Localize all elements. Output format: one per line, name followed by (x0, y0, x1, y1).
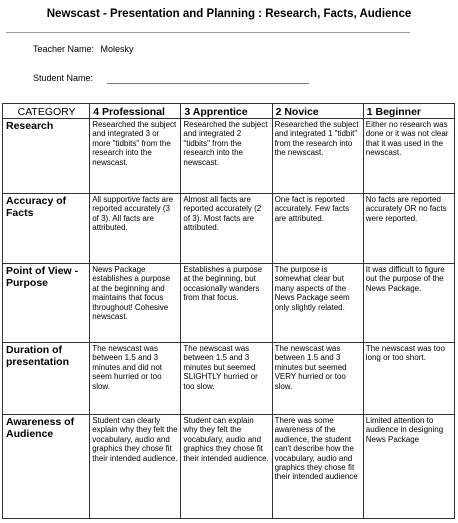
table-row (3, 194, 455, 264)
rubric-cell: The newscast was between 1.5 and 3 minutes but seemed SLIGHTLY hurried or too slow. (181, 343, 272, 415)
header-category: CATEGORY (3, 104, 90, 119)
header-apprentice: 3 Apprentice (181, 104, 272, 119)
rubric-cell: Establishes a purpose at the beginning, but occasionally wanders from that focus. (181, 264, 272, 343)
student-name-line (107, 83, 309, 84)
table-row (3, 343, 455, 415)
rubric-cell: One fact is reported accurately. Few facts are attributed. (272, 194, 363, 264)
rubric-cell: News Package establishes a purpose at the beginning and maintains that focus throughout! Cohesive newscast. (90, 264, 181, 343)
student-name-row (33, 73, 100, 83)
title-divider (6, 32, 410, 33)
rubric-cell: Either no research was done or it was not clear that it was used in the newscast. (363, 119, 454, 194)
category-cell: Point of View - Purpose (3, 264, 90, 343)
rubric-cell: No facts are reported accurately OR no facts were reported. (363, 194, 454, 264)
rubric-cell: The newscast was too long or too short. (363, 343, 454, 415)
category-cell: Duration of presentation (3, 343, 90, 415)
rubric-table (2, 103, 455, 519)
rubric-cell: The newscast was between 1.5 and 3 minutes but seemed VERY hurried or too slow. (272, 343, 363, 415)
rubric-cell: Student can clearly explain why they felt the vocabulary, audio and graphics they chose fit their intended audience. (90, 415, 181, 519)
student-name-label: Student Name: (33, 73, 94, 83)
rubric-cell: Researched the subject and integrated 2 "tidbits" from the research into the newscast. (181, 119, 272, 194)
rubric-cell: Limited attention to audience in designing News Package (363, 415, 454, 519)
table-row (3, 264, 455, 343)
rubric-cell: Researched the subject and integrated 3 or more "tidbits" from the research into the newscast. (90, 119, 181, 194)
table-row (3, 119, 455, 194)
category-cell: Research (3, 119, 90, 194)
header-beginner: 1 Beginner (363, 104, 454, 119)
category-cell: Awareness of Audience (3, 415, 90, 519)
teacher-name-value: Molesky (100, 44, 134, 54)
header-professional: 4 Professional (90, 104, 181, 119)
teacher-name-row (33, 44, 134, 54)
rubric-cell: Researched the subject and integrated 1 "tidbit" from the research into the newscast. (272, 119, 363, 194)
rubric-cell: The newscast was between 1.5 and 3 minutes and did not seem hurried or too slow. (90, 343, 181, 415)
table-row (3, 415, 455, 519)
page-title: Newscast - Presentation and Planning : Research, Facts, Audience (46, 8, 412, 20)
rubric-cell: Almost all facts are reported accurately (2 of 3). Most facts are attributed. (181, 194, 272, 264)
teacher-name-label: Teacher Name: (33, 44, 95, 54)
category-cell: Accuracy of Facts (3, 194, 90, 264)
header-novice: 2 Novice (272, 104, 363, 119)
rubric-cell: All supportive facts are reported accurately (3 of 3). All facts are attributed. (90, 194, 181, 264)
rubric-cell: It was difficult to figure out the purpose of the News Package. (363, 264, 454, 343)
rubric-cell: Student can explain why they felt the vocabulary, audio and graphics they chose fit their intended audience. (181, 415, 272, 519)
rubric-cell: The purpose is somewhat clear but many aspects of the News Package seem only slightly related. (272, 264, 363, 343)
header-row (3, 104, 455, 119)
rubric-cell: There was some awareness of the audience, the student can't describe how the vocabulary, audio and graphics they chose fit their intended audience (272, 415, 363, 519)
